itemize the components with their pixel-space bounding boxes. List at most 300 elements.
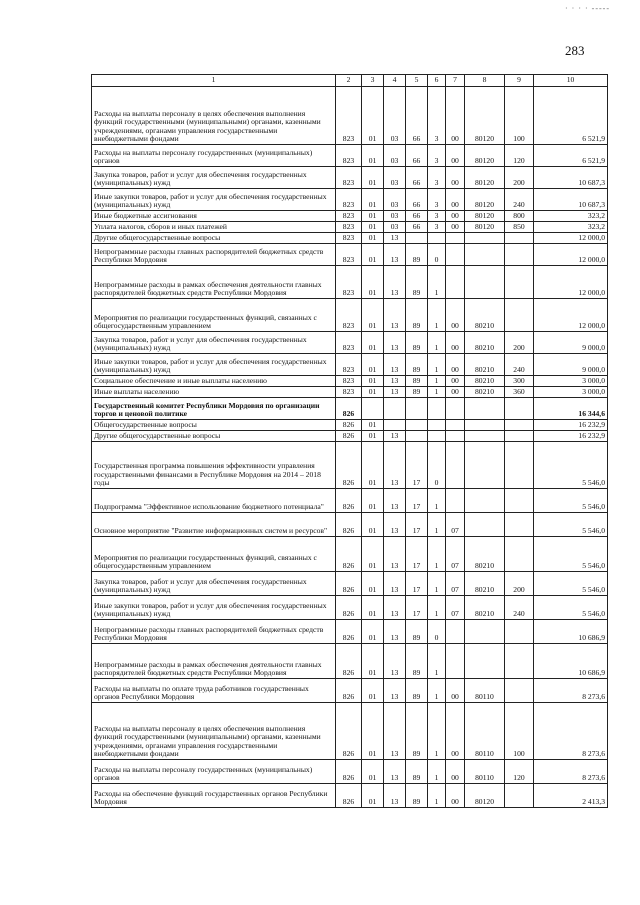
cell-c7: 00 [446, 376, 465, 387]
cell-c3: 01 [362, 703, 384, 760]
cell-c2: 826 [336, 442, 362, 489]
cell-c5: 89 [406, 376, 428, 387]
cell-c5: 89 [406, 266, 428, 299]
cell-c8: 80110 [465, 760, 505, 784]
cell-c6 [428, 420, 446, 431]
table-row [92, 784, 608, 808]
row-name: Другие общегосударственные вопросы [92, 233, 336, 244]
cell-c5: 17 [406, 537, 428, 572]
cell-c7 [446, 431, 465, 442]
cell-c7: 00 [446, 679, 465, 703]
cell-c4: 13 [384, 703, 406, 760]
cell-c5 [406, 398, 428, 420]
row-name: Расходы на выплаты по оплате труда работников государственных органов Республики Мордовия [92, 679, 336, 703]
row-name: Мероприятия по реализации государственных функций, связанных с общегосударственным управлением [92, 299, 336, 332]
cell-c10: 10 686,9 [534, 620, 608, 644]
cell-c7 [446, 233, 465, 244]
row-name: Социальное обеспечение и иные выплаты населению [92, 376, 336, 387]
cell-c5 [406, 233, 428, 244]
cell-c5: 17 [406, 513, 428, 537]
cell-c10: 16 344,6 [534, 398, 608, 420]
cell-c4: 13 [384, 299, 406, 332]
cell-c4: 13 [384, 644, 406, 679]
cell-c7: 00 [446, 299, 465, 332]
table-row [92, 244, 608, 266]
cell-c4: 13 [384, 233, 406, 244]
cell-c10: 3 000,0 [534, 387, 608, 398]
table-row [92, 442, 608, 489]
cell-c5: 66 [406, 222, 428, 233]
cell-c10: 5 546,0 [534, 513, 608, 537]
row-name: Расходы на выплаты персоналу в целях обеспечения выполнения функций государственными (муниципальными) органами, казенными учреждениями, органами управления государственными внебюджетными фондами [92, 703, 336, 760]
cell-c4: 13 [384, 513, 406, 537]
cell-c4: 13 [384, 596, 406, 620]
row-name: Подпрограмма "Эффективное использование бюджетного потенциала" [92, 489, 336, 513]
cell-c5: 89 [406, 620, 428, 644]
cell-c3: 01 [362, 620, 384, 644]
cell-c6: 1 [428, 644, 446, 679]
cell-c10: 9 000,0 [534, 354, 608, 376]
table-row [92, 489, 608, 513]
cell-c9: 240 [505, 354, 534, 376]
cell-c7: 00 [446, 354, 465, 376]
cell-c7 [446, 644, 465, 679]
cell-c4: 03 [384, 211, 406, 222]
column-header: 5 [406, 75, 428, 87]
row-name: Мероприятия по реализации государственных функций, связанных с общегосударственным управлением [92, 537, 336, 572]
table-row [92, 222, 608, 233]
cell-c5: 66 [406, 87, 428, 145]
cell-c9: 240 [505, 596, 534, 620]
cell-c2: 826 [336, 679, 362, 703]
cell-c2: 823 [336, 387, 362, 398]
cell-c5: 66 [406, 211, 428, 222]
cell-c10: 323,2 [534, 222, 608, 233]
cell-c3: 01 [362, 537, 384, 572]
cell-c9: 200 [505, 572, 534, 596]
cell-c7: 00 [446, 784, 465, 808]
cell-c10: 5 546,0 [534, 442, 608, 489]
cell-c6: 1 [428, 537, 446, 572]
cell-c4: 13 [384, 679, 406, 703]
cell-c3: 01 [362, 354, 384, 376]
cell-c8 [465, 442, 505, 489]
cell-c3: 01 [362, 644, 384, 679]
table-row [92, 679, 608, 703]
cell-c7: 00 [446, 703, 465, 760]
cell-c9: 240 [505, 189, 534, 211]
cell-c2: 826 [336, 596, 362, 620]
cell-c8: 80110 [465, 679, 505, 703]
table-row [92, 376, 608, 387]
cell-c3: 01 [362, 266, 384, 299]
cell-c4: 13 [384, 572, 406, 596]
cell-c8: 80210 [465, 537, 505, 572]
page-number: 283 [565, 43, 585, 58]
column-header: 4 [384, 75, 406, 87]
cell-c10: 6 521,9 [534, 145, 608, 167]
cell-c8: 80210 [465, 299, 505, 332]
cell-c5: 89 [406, 760, 428, 784]
cell-c5: 89 [406, 299, 428, 332]
cell-c7: 00 [446, 222, 465, 233]
cell-c10: 8 273,6 [534, 703, 608, 760]
cell-c4: 13 [384, 266, 406, 299]
cell-c5 [406, 420, 428, 431]
cell-c9 [505, 489, 534, 513]
row-name: Общегосударственные вопросы [92, 420, 336, 431]
cell-c3: 01 [362, 387, 384, 398]
cell-c6: 1 [428, 489, 446, 513]
row-name: Непрограммные расходы главных распорядителей бюджетных средств Республики Мордовия [92, 244, 336, 266]
cell-c5: 17 [406, 442, 428, 489]
table-row [92, 513, 608, 537]
cell-c2: 826 [336, 489, 362, 513]
cell-c4: 03 [384, 145, 406, 167]
cell-c6: 1 [428, 760, 446, 784]
cell-c6: 3 [428, 211, 446, 222]
cell-c7 [446, 420, 465, 431]
cell-c9 [505, 537, 534, 572]
row-name: Иные закупки товаров, работ и услуг для обеспечения государственных (муниципальных) нужд [92, 354, 336, 376]
row-name: Закупка товаров, работ и услуг для обеспечения государственных (муниципальных) нужд [92, 167, 336, 189]
column-header: 2 [336, 75, 362, 87]
cell-c8 [465, 420, 505, 431]
cell-c6: 3 [428, 145, 446, 167]
cell-c2: 823 [336, 244, 362, 266]
cell-c2: 823 [336, 376, 362, 387]
cell-c9: 100 [505, 87, 534, 145]
row-name: Непрограммные расходы в рамках обеспечения деятельности главных распорядителей бюджетных средств Республики Мордовия [92, 644, 336, 679]
column-header: 3 [362, 75, 384, 87]
cell-c5: 66 [406, 167, 428, 189]
cell-c10: 323,2 [534, 211, 608, 222]
cell-c3 [362, 398, 384, 420]
cell-c7 [446, 266, 465, 299]
table-row [92, 167, 608, 189]
cell-c4: 13 [384, 442, 406, 489]
cell-c9 [505, 644, 534, 679]
cell-c6: 0 [428, 620, 446, 644]
cell-c2: 823 [336, 354, 362, 376]
cell-c6: 3 [428, 87, 446, 145]
cell-c4: 13 [384, 760, 406, 784]
cell-c3: 01 [362, 332, 384, 354]
cell-c6: 1 [428, 572, 446, 596]
cell-c10: 5 546,0 [534, 489, 608, 513]
cell-c7: 00 [446, 87, 465, 145]
cell-c6: 1 [428, 354, 446, 376]
cell-c4: 03 [384, 167, 406, 189]
row-name: Закупка товаров, работ и услуг для обеспечения государственных (муниципальных) нужд [92, 572, 336, 596]
cell-c5: 89 [406, 703, 428, 760]
table-row [92, 760, 608, 784]
cell-c3: 01 [362, 760, 384, 784]
cell-c9 [505, 442, 534, 489]
cell-c8: 80120 [465, 211, 505, 222]
cell-c4: 03 [384, 189, 406, 211]
cell-c6: 1 [428, 299, 446, 332]
cell-c6 [428, 233, 446, 244]
table-body [92, 87, 608, 808]
cell-c8: 80210 [465, 596, 505, 620]
cell-c9: 200 [505, 332, 534, 354]
cell-c10: 2 413,3 [534, 784, 608, 808]
cell-c4: 13 [384, 489, 406, 513]
row-name: Уплата налогов, сборов и иных платежей [92, 222, 336, 233]
cell-c7 [446, 244, 465, 266]
cell-c2: 826 [336, 431, 362, 442]
cell-c2: 826 [336, 398, 362, 420]
table-row [92, 620, 608, 644]
cell-c9: 120 [505, 145, 534, 167]
row-name: Закупка товаров, работ и услуг для обеспечения государственных (муниципальных) нужд [92, 332, 336, 354]
cell-c10: 12 000,0 [534, 299, 608, 332]
cell-c2: 823 [336, 87, 362, 145]
table-row [92, 145, 608, 167]
cell-c7: 07 [446, 513, 465, 537]
cell-c6: 1 [428, 784, 446, 808]
cell-c10: 16 232,9 [534, 420, 608, 431]
cell-c8: 80120 [465, 222, 505, 233]
cell-c3: 01 [362, 572, 384, 596]
cell-c8 [465, 266, 505, 299]
cell-c9 [505, 431, 534, 442]
cell-c10: 8 273,6 [534, 679, 608, 703]
column-header: 8 [465, 75, 505, 87]
row-name: Другие общегосударственные вопросы [92, 431, 336, 442]
cell-c9: 850 [505, 222, 534, 233]
cell-c2: 823 [336, 145, 362, 167]
cell-c7 [446, 489, 465, 513]
cell-c3: 01 [362, 513, 384, 537]
table-row [92, 354, 608, 376]
cell-c7: 00 [446, 145, 465, 167]
cell-c3: 01 [362, 211, 384, 222]
cell-c8: 80120 [465, 189, 505, 211]
row-name: Иные закупки товаров, работ и услуг для обеспечения государственных (муниципальных) нужд [92, 189, 336, 211]
cell-c9: 100 [505, 703, 534, 760]
cell-c10: 8 273,6 [534, 760, 608, 784]
cell-c4: 13 [384, 620, 406, 644]
cell-c8 [465, 620, 505, 644]
cell-c2: 823 [336, 167, 362, 189]
cell-c5: 17 [406, 596, 428, 620]
cell-c10: 9 000,0 [534, 332, 608, 354]
cell-c5: 89 [406, 332, 428, 354]
cell-c8: 80210 [465, 572, 505, 596]
cell-c6: 1 [428, 266, 446, 299]
cell-c6: 3 [428, 189, 446, 211]
cell-c6: 0 [428, 442, 446, 489]
cell-c3: 01 [362, 784, 384, 808]
cell-c6: 1 [428, 387, 446, 398]
cell-c2: 826 [336, 572, 362, 596]
cell-c6: 1 [428, 596, 446, 620]
cell-c3: 01 [362, 376, 384, 387]
cell-c3: 01 [362, 244, 384, 266]
cell-c4: 13 [384, 244, 406, 266]
cell-c5: 66 [406, 145, 428, 167]
cell-c2: 826 [336, 760, 362, 784]
column-header: 10 [534, 75, 608, 87]
table-row [92, 572, 608, 596]
cell-c6: 1 [428, 513, 446, 537]
table-row [92, 537, 608, 572]
table-row [92, 332, 608, 354]
cell-c2: 823 [336, 189, 362, 211]
cell-c2: 823 [336, 211, 362, 222]
table-row [92, 387, 608, 398]
cell-c9 [505, 679, 534, 703]
cell-c3: 01 [362, 87, 384, 145]
cell-c3: 01 [362, 222, 384, 233]
column-header: 9 [505, 75, 534, 87]
cell-c8 [465, 398, 505, 420]
cell-c4: 03 [384, 87, 406, 145]
cell-c3: 01 [362, 189, 384, 211]
cell-c9 [505, 420, 534, 431]
column-header: 7 [446, 75, 465, 87]
cell-c7: 00 [446, 332, 465, 354]
cell-c9 [505, 398, 534, 420]
cell-c8 [465, 513, 505, 537]
cell-c3: 01 [362, 442, 384, 489]
cell-c7: 07 [446, 572, 465, 596]
table-row [92, 189, 608, 211]
cell-c3: 01 [362, 233, 384, 244]
row-name: Основное мероприятие "Развитие информационных систем и ресурсов" [92, 513, 336, 537]
cell-c8: 80120 [465, 145, 505, 167]
row-name: Непрограммные расходы главных распорядителей бюджетных средств Республики Мордовия [92, 620, 336, 644]
cell-c5: 66 [406, 189, 428, 211]
cell-c5: 17 [406, 489, 428, 513]
column-header: 1 [92, 75, 336, 87]
cell-c9 [505, 513, 534, 537]
cell-c10: 10 687,3 [534, 189, 608, 211]
cell-c2: 826 [336, 620, 362, 644]
row-name: Расходы на выплаты персоналу в целях обеспечения выполнения функций государственными (муниципальными) органами, казенными учреждениями, органами управления государственными внебюджетными фондами [92, 87, 336, 145]
table-row [92, 299, 608, 332]
cell-c6: 1 [428, 376, 446, 387]
cell-c3: 01 [362, 596, 384, 620]
cell-c5 [406, 431, 428, 442]
table-row [92, 420, 608, 431]
row-name: Государственная программа повышения эффективности управления государственными финансами в Республике Мордовия на 2014 – 2018 годы [92, 442, 336, 489]
cell-c9 [505, 233, 534, 244]
cell-c7: 00 [446, 211, 465, 222]
table-row [92, 266, 608, 299]
cell-c8 [465, 489, 505, 513]
cell-c8 [465, 431, 505, 442]
cell-c3: 01 [362, 431, 384, 442]
cell-c9: 360 [505, 387, 534, 398]
cell-c5: 89 [406, 387, 428, 398]
cell-c4 [384, 420, 406, 431]
cell-c3: 01 [362, 489, 384, 513]
cell-c7 [446, 398, 465, 420]
table-row [92, 703, 608, 760]
cell-c10: 10 686,9 [534, 644, 608, 679]
cell-c3: 01 [362, 420, 384, 431]
cell-c3: 01 [362, 679, 384, 703]
cell-c8: 80210 [465, 354, 505, 376]
cell-c6: 1 [428, 703, 446, 760]
cell-c9: 300 [505, 376, 534, 387]
cell-c4: 03 [384, 222, 406, 233]
cell-c9 [505, 244, 534, 266]
row-name: Расходы на обеспечение функций государственных органов Республики Мордовия [92, 784, 336, 808]
cell-c3: 01 [362, 167, 384, 189]
cell-c2: 823 [336, 233, 362, 244]
cell-c8: 80210 [465, 387, 505, 398]
corner-marks: · · · · ----- [565, 4, 610, 13]
cell-c4 [384, 398, 406, 420]
cell-c2: 826 [336, 784, 362, 808]
row-name: Иные выплаты населению [92, 387, 336, 398]
cell-c7 [446, 442, 465, 489]
cell-c7: 00 [446, 189, 465, 211]
cell-c7: 00 [446, 387, 465, 398]
cell-c6 [428, 431, 446, 442]
row-name: Расходы на выплаты персоналу государственных (муниципальных) органов [92, 145, 336, 167]
cell-c10: 3 000,0 [534, 376, 608, 387]
table-row [92, 87, 608, 145]
cell-c2: 826 [336, 420, 362, 431]
cell-c6: 0 [428, 244, 446, 266]
cell-c2: 826 [336, 513, 362, 537]
cell-c4: 13 [384, 354, 406, 376]
row-name: Непрограммные расходы в рамках обеспечения деятельности главных распорядителей бюджетных средств Республики Мордовия [92, 266, 336, 299]
cell-c9 [505, 266, 534, 299]
table-row [92, 431, 608, 442]
cell-c5: 89 [406, 244, 428, 266]
cell-c10: 5 546,0 [534, 572, 608, 596]
cell-c2: 826 [336, 703, 362, 760]
cell-c4: 13 [384, 784, 406, 808]
cell-c4: 13 [384, 537, 406, 572]
cell-c4: 13 [384, 332, 406, 354]
table-row [92, 233, 608, 244]
cell-c7 [446, 620, 465, 644]
budget-table [91, 74, 608, 808]
cell-c8: 80110 [465, 703, 505, 760]
row-name: Расходы на выплаты персоналу государственных (муниципальных) органов [92, 760, 336, 784]
cell-c8: 80210 [465, 332, 505, 354]
table-row [92, 644, 608, 679]
cell-c10: 5 546,0 [534, 537, 608, 572]
cell-c10: 12 000,0 [534, 244, 608, 266]
cell-c10: 12 000,0 [534, 233, 608, 244]
cell-c2: 823 [336, 332, 362, 354]
cell-c5: 17 [406, 572, 428, 596]
table-row [92, 211, 608, 222]
cell-c9: 800 [505, 211, 534, 222]
cell-c6 [428, 398, 446, 420]
cell-c8: 80120 [465, 784, 505, 808]
cell-c8 [465, 244, 505, 266]
cell-c9: 120 [505, 760, 534, 784]
column-header: 6 [428, 75, 446, 87]
cell-c10: 6 521,9 [534, 87, 608, 145]
cell-c5: 89 [406, 784, 428, 808]
cell-c2: 823 [336, 266, 362, 299]
cell-c7: 00 [446, 167, 465, 189]
cell-c7: 00 [446, 760, 465, 784]
cell-c4: 13 [384, 376, 406, 387]
row-name: Государственный комитет Республики Мордовия по организации торгов и ценовой политике [92, 398, 336, 420]
cell-c9 [505, 620, 534, 644]
